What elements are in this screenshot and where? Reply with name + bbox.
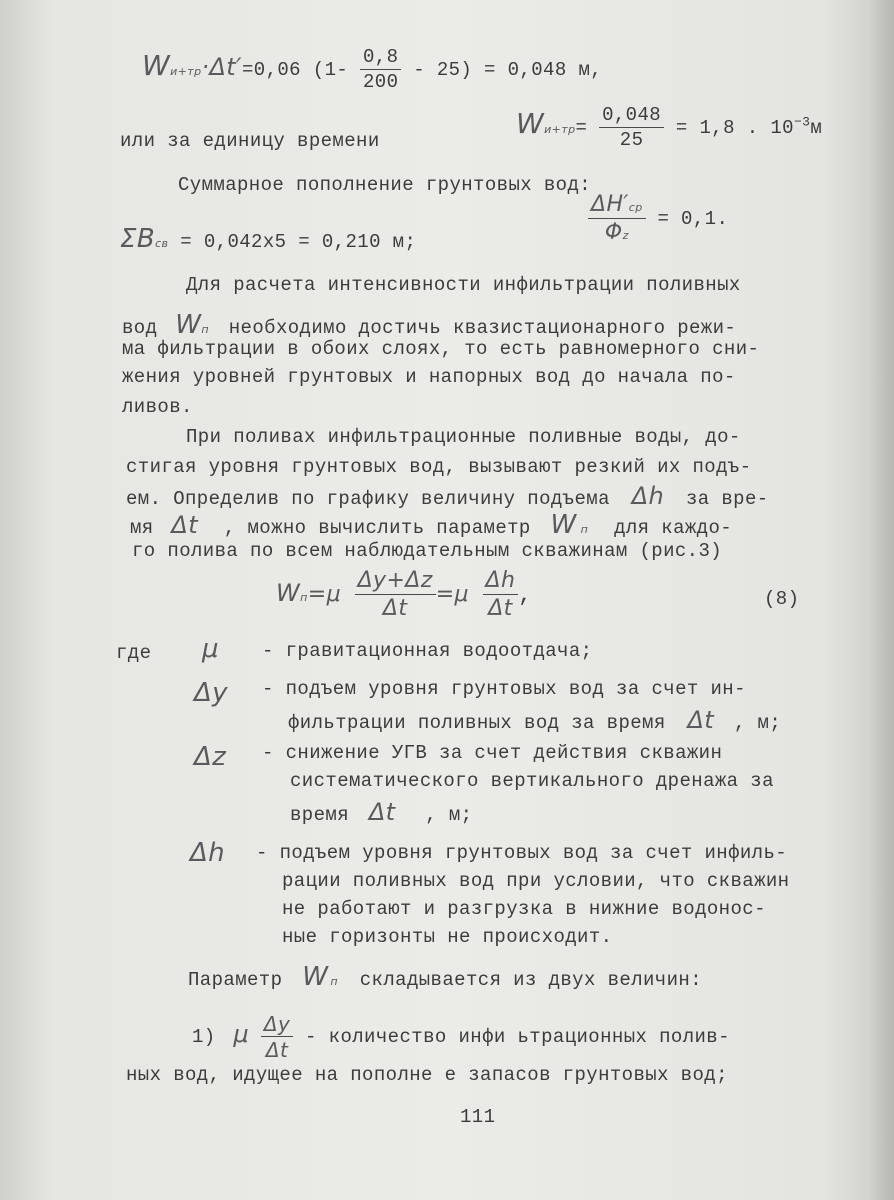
definition-line [288,708,781,733]
text: за вре- [685,488,769,510]
equation-text: - 25) = 0,048 м, [413,59,603,82]
definition-line: - гравитационная водоотдача; [262,640,593,662]
text: ем. Определив по графику величину подъема [126,488,610,510]
subscript: св [155,237,169,250]
paragraph-line [188,964,702,990]
text: , м; [733,712,782,734]
subscript: п [201,323,209,336]
symbol-w: W [516,107,545,141]
symbol-phi: Φ [604,220,623,245]
definition-line: систематического вертикального дренажа за [290,770,774,792]
subscript: и+тр [544,123,576,137]
paragraph-line: стигая уровня грунтовых вод, вызывают резкий их подъ- [126,456,752,478]
symbol-delta-h: Δh [190,838,226,868]
paragraph-line [130,512,732,538]
unit: м [810,117,823,140]
equation-8 [276,570,532,620]
symbol-delta-t: ·Δt′ [201,53,242,82]
symbol-mu: =μ [435,581,469,607]
symbol-w: W [142,49,171,83]
symbol-delta-h: ΔH′ [591,192,629,217]
equation-text: = [575,117,588,140]
equation-sum-b [120,226,416,252]
symbol-delta-t: Δt [171,511,199,539]
subscript: и+тр [170,65,202,79]
symbol-sum-b: ΣB [120,224,156,254]
definition-line: - подъем уровня грунтовых вод за счет инфиль- [256,842,788,864]
page-edge-shadow [868,0,894,1200]
symbol-mu: μ [202,634,219,664]
fraction-denominator: Δt [265,1038,289,1062]
text: вод [122,317,158,339]
fraction-numerator: 0,8 [360,48,401,70]
paragraph-line: жения уровней грунтовых и напорных вод до начала по- [122,366,736,388]
text: для каждо- [614,517,733,539]
paragraph-line: Для расчета интенсивности инфильтрации поливных [186,274,741,296]
text-line: Суммарное пополнение грунтовых вод: [178,174,592,196]
symbol-mu: μ [233,1020,250,1049]
equation-text: , [518,582,532,608]
paragraph-line: го полива по всем наблюдательным скважинам (рис.3) [132,540,723,562]
where-label: где [116,642,152,664]
paragraph-line: ных вод, идущее на пополне е запасов грунтовых вод; [126,1064,728,1086]
definition-line: - подъем уровня грунтовых вод за счет ин- [262,678,746,700]
text: необходимо достичь квазистационарного режи- [228,317,737,339]
fraction-numerator: Δy [261,1014,293,1037]
fraction-denominator: Δt [488,596,513,621]
subscript: ср [628,201,643,214]
fraction [360,48,401,92]
text: время [290,804,350,826]
fraction-numerator: Δh [483,570,519,595]
fraction [483,570,519,620]
fraction [599,106,664,150]
text: складывается из двух величин: [359,969,703,991]
text: мя [130,517,154,539]
fraction [355,570,436,620]
fraction [261,1014,293,1060]
equation-number: (8) [764,588,800,610]
subscript: z [622,229,629,242]
text: , м; [425,804,473,826]
equation-w-it-tr [142,48,602,92]
symbol-delta-y: Δy [194,678,228,708]
text: - количество инфи ьтрационных полив- [305,1026,730,1049]
text: , можно вычислить параметр [223,517,531,539]
symbol-delta-t: Δt [368,798,396,826]
text: Параметр [188,969,283,991]
subscript: п [300,590,308,604]
symbol-w: W [302,962,329,992]
fraction-denominator: 200 [363,71,399,93]
paragraph-line [122,312,736,338]
fraction-denominator [588,219,646,244]
symbol-delta-z: Δz [194,742,227,772]
page-number: 111 [460,1106,496,1128]
fraction-numerator [588,194,646,219]
fraction-denominator: Δt [382,596,408,621]
symbol-w: W [276,578,301,607]
paragraph-line: ливов. [122,396,193,418]
list-item-1 [192,1014,730,1060]
definition-line: - снижение УГВ за счет действия скважин [262,742,723,764]
symbol-mu: =μ [307,581,341,607]
fraction [588,194,646,244]
equation-per-unit-time [516,106,822,150]
definition-line: не работают и разгрузка в нижние водонос- [282,898,766,920]
symbol-w: W [175,310,202,340]
paragraph-line [126,484,769,509]
definition-line: ные горизонты не происходит. [282,926,613,948]
paragraph-line: При поливах инфильтрационные поливные воды, до- [186,426,741,448]
equation-ratio [588,194,728,244]
equation-text: =0,06 (1- [241,59,349,82]
subscript: п [330,975,338,988]
symbol-delta-t: Δt [687,706,715,734]
equation-text: = 1,8 . 10 [675,117,794,140]
list-number: 1) [192,1026,216,1049]
exponent: −3 [793,114,811,130]
equation-text: = 0,1. [657,208,729,231]
subscript: п [580,523,589,536]
symbol-delta-h: Δh [631,482,665,510]
definition-line: рации поливных вод при условии, что скважин [282,870,790,892]
text-line: или за единицу времени [120,130,380,152]
equation-text: = 0,042x5 = 0,210 м; [180,231,417,253]
definition-line [290,800,473,825]
fraction-numerator: Δy+Δz [355,570,436,595]
fraction-denominator: 25 [619,129,644,151]
fraction-numerator: 0,048 [599,106,664,128]
text: фильтрации поливных вод за время [288,712,666,734]
paragraph-line: ма фильтрации в обоих слоях, то есть равномерного сни- [122,338,760,360]
symbol-w: W [550,510,577,540]
